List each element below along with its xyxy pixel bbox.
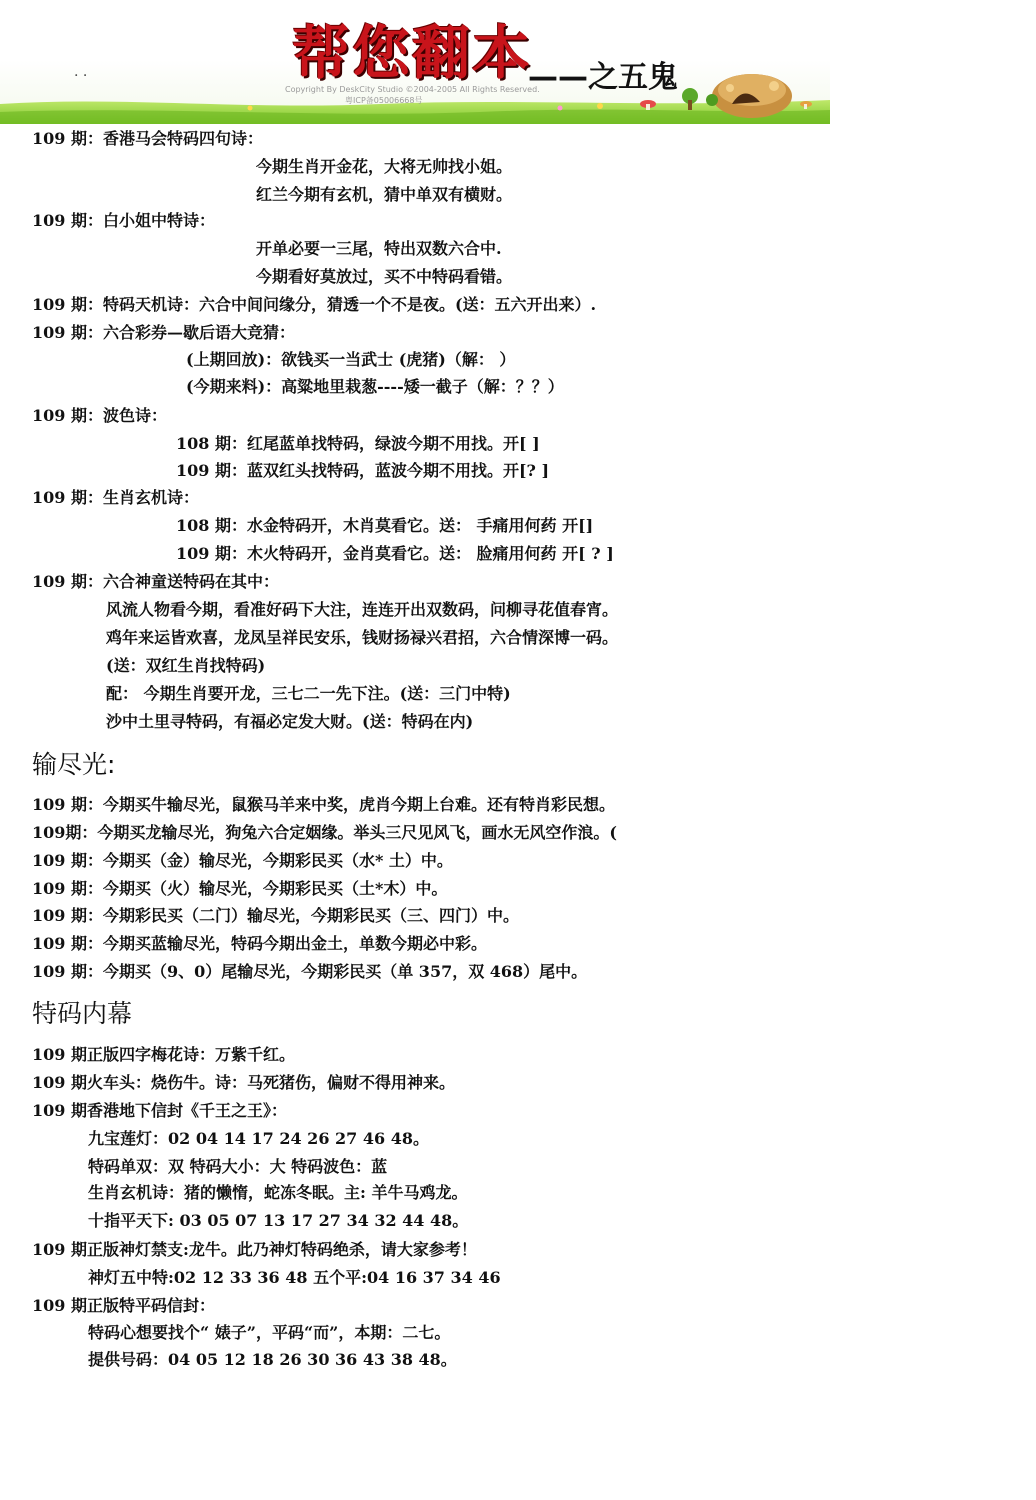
- text-line: 109 期：今期买（9、0）尾输尽光，今期彩民买（单 357，双 468）尾中。: [32, 962, 588, 981]
- text-line: 九宝莲灯：02 04 14 17 24 26 27 46 48。: [88, 1129, 429, 1148]
- copyright-line: Copyright By DeskCity Studio ©2004-2005 All Rights Reserved.: [285, 85, 540, 94]
- text-line: 109 期：木火特码开，金肖莫看它。送： 脸痛用何药 开[ ? ]: [176, 544, 614, 563]
- text-line: 109 期正版特平码信封：: [32, 1296, 215, 1315]
- section-heading: 特码内幕: [32, 999, 133, 1028]
- text-line: 109 期香港地下信封《千王之王》：: [32, 1101, 287, 1120]
- text-line: 今期生肖开金花，大将无帅找小姐。: [256, 157, 513, 176]
- banner-dots: . .: [74, 64, 88, 80]
- text-line: 109 期：生肖玄机诗：: [32, 488, 199, 507]
- text-line: (上期回放)：欲钱买一当武士 (虎猪)（解： ）: [186, 350, 516, 369]
- text-line: 109 期：今期买（金）输尽光，今期彩民买（水* 土）中。: [32, 851, 453, 870]
- copyright-text: [285, 84, 585, 106]
- text-line: 109 期：波色诗：: [32, 406, 167, 425]
- text-line: 沙中土里寻特码，有福必定发大财。(送：特码在内): [106, 712, 474, 731]
- text-line: 109 期：蓝双红头找特码，蓝波今期不用找。开[? ]: [176, 461, 550, 480]
- text-line: 特码单双：双 特码大小：大 特码波色：蓝: [88, 1157, 388, 1176]
- text-line: 红兰今期有玄机，猜中单双有横财。: [256, 185, 513, 204]
- text-line: 109 期：今期买牛输尽光，鼠猴马羊来中奖，虎肖今期上台难。还有特肖彩民想。: [32, 795, 615, 814]
- text-line: (送：双红生肖找特码): [106, 656, 266, 675]
- text-line: 特码心想要找个“ 婊子”，平码“而”，本期：二七。: [88, 1323, 451, 1342]
- text-line: 109 期正版四字梅花诗：万紫千红。: [32, 1045, 295, 1064]
- section-heading: 输尽光:: [32, 750, 116, 779]
- text-line: 109 期：白小姐中特诗：: [32, 211, 215, 230]
- text-line: 109 期：香港马会特码四句诗：: [32, 129, 263, 148]
- header-banner: [0, 0, 1036, 128]
- text-line: 108 期：红尾蓝单找特码，绿波今期不用找。开[ ]: [176, 434, 540, 453]
- text-line: (今期来料)：高粱地里栽葱----矮一截子（解：？？）: [186, 377, 564, 396]
- text-line: 109 期：今期买蓝输尽光，特码今期出金土，单数今期必中彩。: [32, 934, 487, 953]
- text-line: 109 期：今期买（火）输尽光，今期彩民买（土*木）中。: [32, 879, 448, 898]
- hut-icon: [712, 74, 792, 118]
- text-line: 109 期：六合神童送特码在其中：: [32, 572, 279, 591]
- text-line: 109期：今期买龙输尽光，狗兔六合定姻缘。举头三尺见风飞，画水无风空作浪。(: [32, 823, 617, 842]
- text-line: 109 期：六合彩券—歇后语大竞猜：: [32, 323, 295, 342]
- text-line: 神灯五中特:02 12 33 36 48 五个平:04 16 37 34 46: [88, 1268, 501, 1287]
- text-line: 109 期：特码天机诗：六合中间问缘分，猜透一个不是夜。(送：五六开出来）.: [32, 295, 597, 314]
- text-line: 鸡年来运皆欢喜，龙凤呈祥民安乐，钱财扬禄兴君招，六合情深博一码。: [106, 628, 619, 647]
- text-line: 今期看好莫放过，买不中特码看错。: [256, 267, 513, 286]
- text-line: 风流人物看今期，看准好码下大注，连连开出双数码，问柳寻花值春宵。: [106, 600, 619, 619]
- banner-title: 帮您翻本: [292, 19, 533, 87]
- copyright-line: 粤ICP备05006668号: [345, 96, 423, 105]
- banner-subtitle: ——之五鬼: [528, 60, 678, 95]
- text-line: 109 期：今期彩民买（二门）输尽光，今期彩民买（三、四门）中。: [32, 906, 519, 925]
- text-line: 108 期：水金特码开，木肖莫看它。送： 手痛用何药 开[]: [176, 516, 594, 535]
- text-line: 十指平天下: 03 05 07 13 17 27 34 32 44 48。: [88, 1211, 469, 1230]
- text-line: 109 期火车头：烧伤牛。诗：马死猪伤，偏财不得用神来。: [32, 1073, 455, 1092]
- text-line: 生肖玄机诗：猪的懒惰，蛇冻冬眠。主: 羊牛马鸡龙。: [88, 1183, 468, 1202]
- text-line: 开单必要一三尾，特出双数六合中.: [256, 239, 502, 258]
- text-line: 配： 今期生肖要开龙，三七二一先下注。(送：三门中特): [106, 684, 511, 703]
- text-line: 109 期正版神灯禁支:龙牛。此乃神灯特码绝杀，请大家参考！: [32, 1240, 477, 1259]
- text-line: 提供号码：04 05 12 18 26 30 36 43 38 48。: [88, 1350, 457, 1369]
